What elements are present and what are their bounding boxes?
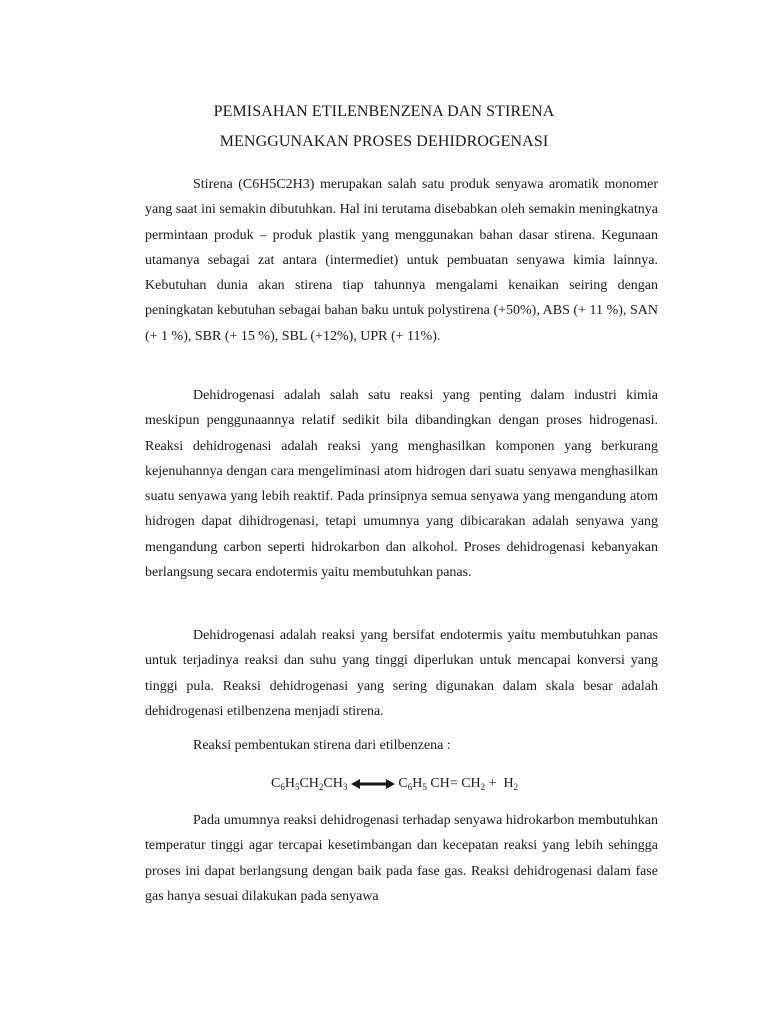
- equation-product: $C_6H_5$ $CH= CH_2 + H_2$: [398, 776, 519, 792]
- reaction-intro-text: Reaksi pembentukan stirena dari etilbenzena :: [193, 738, 451, 753]
- document-title-line-2: MENGGUNAKAN PROSES DEHIDROGENASI: [219, 133, 549, 150]
- paragraph-dehidrogenasi-endotermis: Dehidrogenasi adalah reaksi yang bersifat endotermis yaitu membutuhkan panas untuk terjadinya reaksi dan suhu yang tinggi diperlukan untuk mencapai konversi yang tinggi pula. Reaksi dehidrogenasi yang sering digunakan dalam skala besar adalah dehidrogenasi etilbenzena menjadi stirena.: [145, 628, 658, 719]
- paragraph-reaction-conditions: Pada umumnya reaksi dehidrogenasi terhadap senyawa hidrokarbon membutuhkan temperatur tinggi agar tercapai kesetimbangan dan kecepatan reaksi yang lebih sehingga proses ini dapat berlangsung dengan baik pada fase gas. Reaksi dehidrogenasi dalam fase gas hanya sesuai dilakukan pada senyawa: [145, 813, 658, 904]
- document-title-line-1: PEMISAHAN ETILENBENZENA DAN STIRENA: [213, 103, 555, 120]
- equation-reactant: $C_6H_5CH_2CH_3$: [271, 776, 348, 792]
- paragraph-stirena-intro: Stirena (C6H5C2H3) merupakan salah satu produk senyawa aromatik monomer yang saat ini semakin dibutuhkan. Hal ini terutama disebabkan oleh semakin meningkatnya permintaan produk – produk plastik yang menggunakan bahan dasar stirena. Kegunaan utamanya sebagai zat antara (intermediet) untuk pembuatan senyawa kimia lainnya. Kebutuhan dunia akan stirena tiap tahunnya mengalami kenaikan seiring dengan peningkatan kebutuhan sebagai bahan baku untuk polystirena (+50%), ABS (+ 11 %), SAN (+ 1 %), SBR (+ 15 %), SBL (+12%), UPR (+ 11%).: [145, 177, 658, 344]
- reaction-equation: [271, 776, 518, 792]
- double-headed-arrow-icon: [351, 778, 395, 790]
- paragraph-dehidrogenasi-definition: Dehidrogenasi adalah salah satu reaksi yang penting dalam industri kimia meskipun penggunaannya relatif sedikit bila dibandingkan dengan proses hidrogenasi. Reaksi dehidrogenasi adalah reaksi yang menghasilkan komponen yang berkurang kejenuhannya dengan cara mengeliminasi atom hidrogen dari suatu senyawa menghasilkan suatu senyawa yang lebih reaktif. Pada prinsipnya semua senyawa yang mengandung atom hidrogen dapat dihidrogenasi, tetapi umumnya yang dibicarakan adalah senyawa yang mengandung carbon seperti hidrokarbon dan alkohol. Proses dehidrogenasi kebanyakan berlangsung secara endotermis yaitu membutuhkan panas.: [145, 388, 658, 581]
